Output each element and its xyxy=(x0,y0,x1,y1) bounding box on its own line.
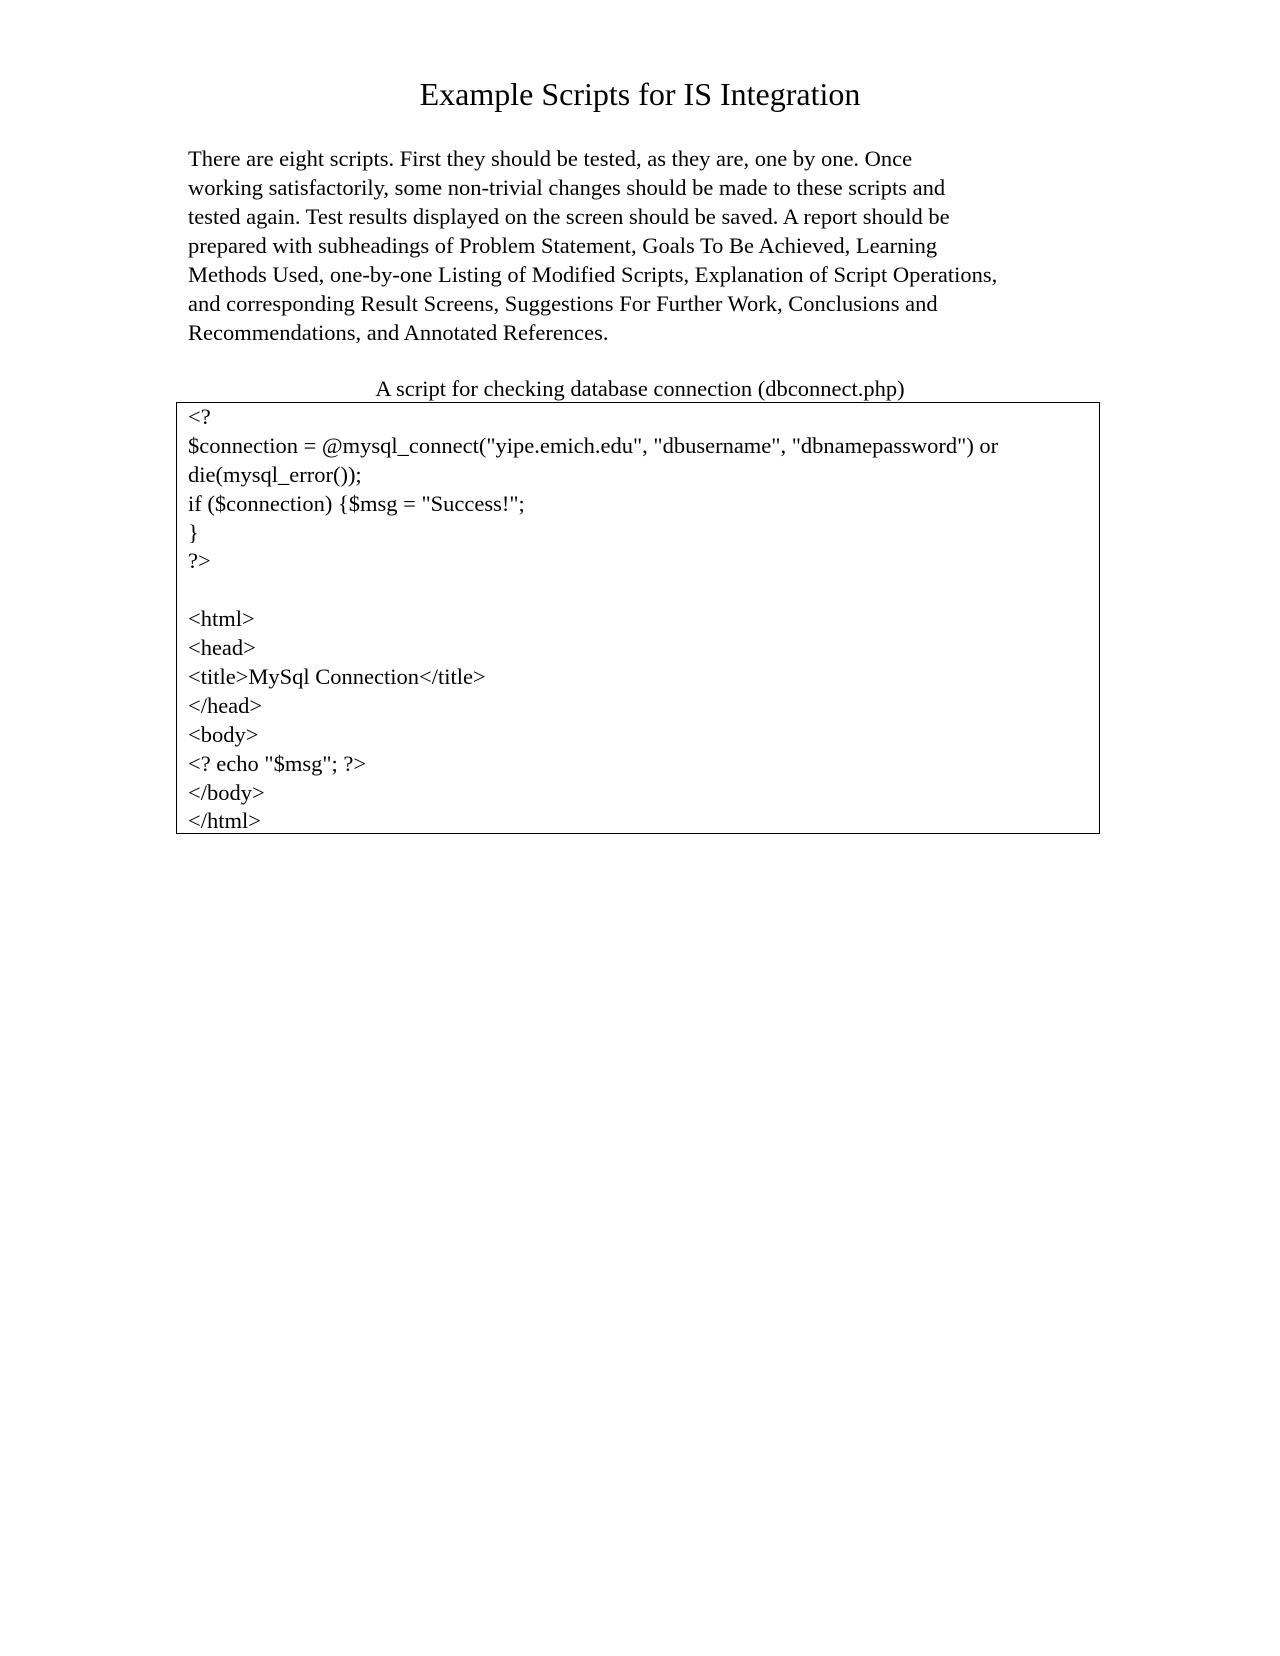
code-line: </body> xyxy=(188,779,265,805)
script-caption: A script for checking database connection (dbconnect.php) xyxy=(375,376,905,401)
code-line: } xyxy=(188,519,199,545)
code-line: $connection = @mysql_connect("yipe.emich.edu", "dbusername", "dbnamepassword") or xyxy=(188,432,999,458)
code-line: <body> xyxy=(188,721,259,747)
code-line: </head> xyxy=(188,692,263,718)
intro-paragraph: There are eight scripts. First they should be tested, as they are, one by one. Once working satisfactorily, some non-trivial changes should be made to these scripts and tested again. Test results displayed on the screen should be saved. A report should be prepared with subheadings of Problem Statement, Goals To Be Achieved, Learning Methods Used, one-by-one Listing of Modified Scripts, Explanation of Script Operations, and corresponding Result Screens, Suggestions For Further Work, Conclusions and Recommendations, and Annotated References. xyxy=(188,146,998,345)
code-line: <title>MySql Connection</title> xyxy=(188,664,486,690)
code-line: die(mysql_error()); xyxy=(188,461,362,487)
code-line xyxy=(188,576,1099,605)
code-box xyxy=(176,402,1100,834)
code-line: <? xyxy=(188,404,211,429)
code-line: <head> xyxy=(188,635,256,661)
code-line: <html> xyxy=(188,606,255,632)
document-title: Example Scripts for IS Integration xyxy=(419,76,861,112)
code-line: ?> xyxy=(188,548,211,574)
code-line: <? echo "$msg"; ?> xyxy=(188,750,367,776)
code-line: </html> xyxy=(188,808,261,834)
code-line: if ($connection) {$msg = "Success!"; xyxy=(188,490,525,516)
